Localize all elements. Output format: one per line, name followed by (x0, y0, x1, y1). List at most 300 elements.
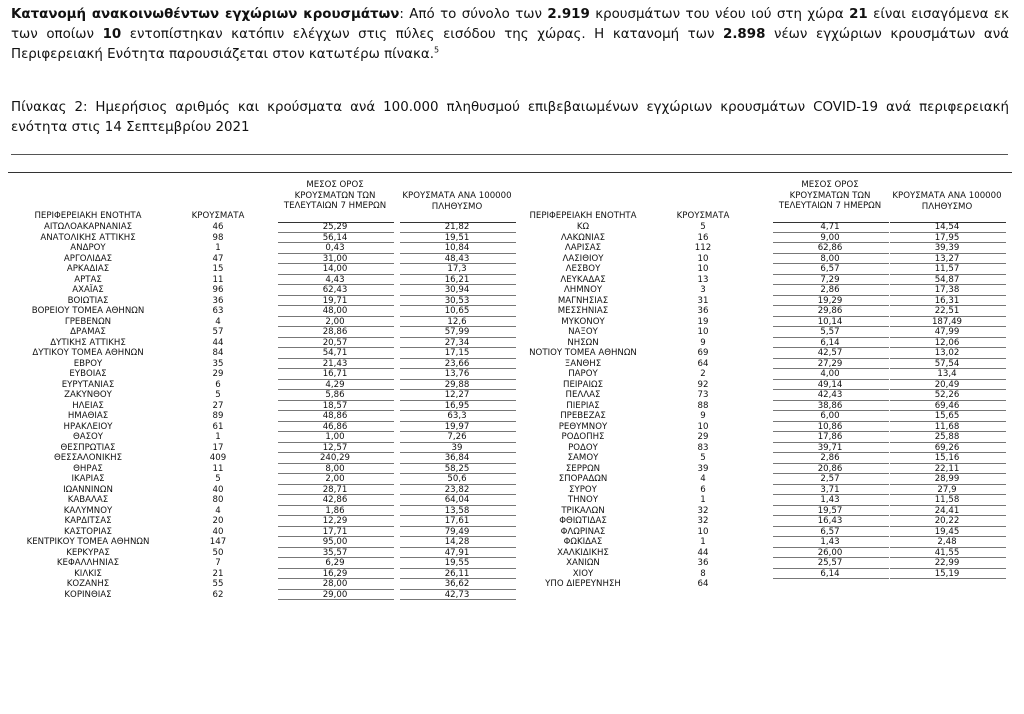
cell-per100k-right: 11,57 (934, 264, 960, 274)
cell-region-left: ΑΙΤΩΛΟΑΚΑΡΝΑΝΙΑΣ (43, 222, 133, 232)
cell-avg7-left: 28,71 (322, 484, 348, 495)
intro-title: Κατανομή ανακοινωθέντων εγχώριων κρουσμάτων (11, 7, 400, 22)
cell-cases-left: 84 (212, 348, 224, 358)
cell-region-right: ΥΠΟ ΔΙΕΡΕΥΝΗΣΗ (545, 579, 621, 589)
cell-per100k-left: 19,55 (444, 558, 470, 568)
cell-avg7-right: 19,57 (817, 505, 843, 516)
cell-region-right: ΡΕΘΥΜΝΟΥ (558, 421, 608, 432)
cell-region-right: ΚΩ (576, 222, 590, 232)
table-row (8, 233, 1012, 244)
cell-region-right: ΜΥΚΟΝΟΥ (561, 316, 605, 327)
cell-per100k-left: 16,21 (444, 274, 470, 285)
cell-avg7-right: 5,57 (820, 327, 840, 337)
cell-cases-right: 32 (697, 505, 709, 516)
table-row (8, 527, 1012, 538)
cell-cases-left: 96 (212, 285, 224, 295)
cell-per100k-right: 69,46 (934, 400, 960, 411)
cell-avg7-left: 20,57 (322, 337, 348, 348)
cell-cases-left: 4 (215, 316, 221, 327)
cell-avg7-left: 2,00 (325, 316, 345, 327)
header-avg7-left-line2: ΚΡΟΥΣΜΑΤΩΝ ΤΩΝ (294, 190, 376, 201)
cell-avg7-left: 56,14 (322, 232, 348, 243)
cell-per100k-left: 63,3 (447, 411, 467, 421)
cell-cases-right: 16 (697, 232, 709, 243)
cell-per100k-right: 22,51 (934, 306, 960, 316)
cell-per100k-right: 17,95 (934, 232, 960, 243)
header-per100k-left (392, 191, 522, 212)
cell-per100k-right: 20,49 (934, 379, 960, 390)
cell-region-right: ΛΕΣΒΟΥ (565, 264, 601, 274)
cell-avg7-left: 46,86 (322, 421, 348, 432)
cell-region-left: ΒΟΙΩΤΙΑΣ (67, 295, 109, 306)
cell-avg7-right: 38,86 (817, 400, 843, 411)
cell-per100k-left: 36,84 (444, 453, 470, 463)
cell-cases-left: 80 (212, 495, 224, 505)
cell-cases-left: 44 (212, 337, 224, 348)
cell-cases-right: 29 (697, 432, 709, 442)
cell-avg7-left: 1,00 (325, 432, 345, 442)
imported-cases-value: 21 (849, 7, 868, 22)
cell-avg7-right: 42,57 (817, 348, 843, 358)
cell-per100k-left: 17,3 (447, 264, 467, 274)
cell-region-left: ΚΑΒΑΛΑΣ (67, 495, 109, 505)
cell-per100k-right: 69,26 (934, 442, 960, 453)
cell-avg7-right: 25,57 (817, 558, 843, 568)
cell-region-right: ΛΑΚΩΝΙΑΣ (560, 232, 606, 243)
cell-region-right: ΦΘΙΩΤΙΔΑΣ (559, 516, 607, 526)
cell-avg7-left: 62,43 (322, 285, 348, 295)
cell-avg7-left: 25,29 (322, 222, 348, 232)
table-row (8, 432, 1012, 443)
cell-region-right: ΝΗΣΩΝ (567, 337, 599, 348)
cell-region-right: ΜΕΣΣΗΝΙΑΣ (557, 306, 609, 316)
section-divider (11, 154, 1008, 155)
cell-cases-left: 57 (212, 327, 224, 337)
header-avg7-left (270, 180, 400, 212)
cell-per100k-right: 54,87 (934, 274, 960, 285)
cell-avg7-left: 28,00 (322, 579, 348, 589)
cell-per100k-left: 21,82 (444, 222, 470, 232)
cell-avg7-left: 12,57 (322, 442, 348, 453)
cell-cases-left: 1 (215, 432, 221, 442)
table-row (8, 275, 1012, 286)
cell-cases-right: 64 (697, 358, 709, 369)
cell-cases-right: 88 (697, 400, 709, 411)
cell-per100k-left: 42,73 (444, 589, 470, 600)
cell-cases-right: 8 (700, 568, 706, 579)
cell-region-left: ΑΧΑΪΑΣ (72, 285, 104, 295)
header-avg7-left-line1: ΜΕΣΟΣ ΟΡΟΣ (306, 180, 364, 190)
cell-per100k-left: 39 (451, 442, 463, 453)
cell-region-left: ΓΡΕΒΕΝΩΝ (64, 316, 112, 327)
cell-per100k-left: 19,97 (444, 421, 470, 432)
cell-region-left: ΑΡΚΑΔΙΑΣ (66, 264, 110, 274)
cell-avg7-right: 9,00 (820, 232, 840, 243)
cell-cases-right: 83 (697, 442, 709, 453)
cell-avg7-left: 21,43 (322, 358, 348, 369)
cell-region-left: ΚΑΛΥΜΝΟΥ (63, 505, 113, 516)
cell-avg7-right: 42,43 (817, 390, 843, 400)
cell-avg7-left: 240,29 (319, 453, 351, 463)
cell-region-right: ΠΑΡΟΥ (568, 369, 598, 379)
cell-avg7-right: 6,57 (820, 264, 840, 274)
cell-cases-right: 112 (694, 243, 712, 253)
cell-cases-left: 5 (215, 390, 221, 400)
cell-region-left: ΕΥΡΥΤΑΝΙΑΣ (61, 379, 115, 390)
cell-cases-left: 1 (215, 243, 221, 253)
cell-cases-left: 5 (215, 474, 221, 484)
cell-per100k-left: 29,88 (444, 379, 470, 390)
table-row (8, 443, 1012, 454)
table-row (8, 285, 1012, 296)
cell-per100k-right: 15,16 (934, 453, 960, 463)
cell-cases-left: 46 (212, 222, 224, 232)
cell-per100k-left: 10,65 (444, 306, 470, 316)
intro-text-3: είναι εισαγόμενα εκ των οποίων (11, 7, 1009, 42)
cell-region-left: ΚΕΦΑΛΛΗΝΙΑΣ (56, 558, 120, 568)
cell-cases-right: 39 (697, 463, 709, 474)
cell-region-right: ΣΑΜΟΥ (567, 453, 599, 463)
cell-cases-left: 15 (212, 264, 224, 274)
cell-per100k-right: 12,06 (934, 337, 960, 348)
table-row (8, 306, 1012, 317)
cell-cases-left: 409 (209, 453, 227, 463)
cell-cases-right: 13 (697, 274, 709, 285)
cell-avg7-right: 27,29 (817, 358, 843, 369)
cell-cases-left: 61 (212, 421, 224, 432)
cell-cases-left: 20 (212, 516, 224, 526)
table-row (8, 579, 1012, 590)
cell-cases-left: 47 (212, 253, 224, 264)
cell-region-left: ΙΚΑΡΙΑΣ (71, 474, 105, 484)
cell-per100k-left: 12,27 (444, 390, 470, 400)
header-per100k-left-line2: ΠΛΗΘΥΣΜΟ (431, 201, 483, 212)
cell-avg7-right: 3,71 (820, 484, 840, 495)
cell-avg7-right: 1,43 (820, 537, 840, 547)
cell-avg7-right: 62,86 (817, 243, 843, 253)
cell-cases-right: 9 (700, 337, 706, 348)
table-row (8, 390, 1012, 401)
cell-cases-right: 10 (697, 526, 709, 537)
cell-cases-right: 1 (700, 537, 706, 547)
table-row (8, 380, 1012, 391)
cell-avg7-right: 2,86 (820, 285, 840, 295)
cell-per100k-left: 50,6 (447, 474, 467, 484)
cell-cases-right: 36 (697, 306, 709, 316)
cell-cases-right: 64 (697, 579, 709, 589)
cell-cases-right: 1 (700, 495, 706, 505)
table-row (8, 495, 1012, 506)
cell-avg7-right: 16,43 (817, 516, 843, 526)
cell-per100k-left: 19,51 (444, 232, 470, 243)
header-avg7-left-line3: ΤΕΛΕΥΤΑΙΩΝ 7 ΗΜΕΡΩΝ (283, 201, 387, 211)
cell-per100k-right: 2,48 (937, 537, 957, 547)
cell-region-right: ΣΥΡΟΥ (569, 484, 597, 495)
header-cases-left: ΚΡΟΥΣΜΑΤΑ (191, 211, 245, 221)
cell-per100k-right: 16,31 (934, 295, 960, 306)
cell-per100k-right: 11,58 (934, 495, 960, 505)
cell-region-left: ΚΕΝΤΡΙΚΟΥ ΤΟΜΕΑ ΑΘΗΝΩΝ (26, 537, 150, 547)
cell-cases-left: 27 (212, 400, 224, 411)
cell-per100k-right: 15,65 (934, 411, 960, 421)
cell-per100k-left: 16,95 (444, 400, 470, 411)
table-row (8, 401, 1012, 412)
table-row (8, 590, 1012, 601)
cell-avg7-right: 6,14 (820, 337, 840, 348)
table-row (8, 422, 1012, 433)
cell-region-left: ΘΑΣΟΥ (72, 432, 104, 442)
cell-per100k-left: 58,25 (444, 463, 470, 474)
cell-per100k-left: 23,82 (444, 484, 470, 495)
cell-per100k-right: 52,26 (934, 390, 960, 400)
cell-cases-right: 19 (697, 316, 709, 327)
cell-cases-left: 36 (212, 295, 224, 306)
cell-cases-right: 9 (700, 411, 706, 421)
cell-per100k-left: 64,04 (444, 495, 470, 505)
cell-avg7-right: 4,00 (820, 369, 840, 379)
header-avg7-right-line2: ΚΡΟΥΣΜΑΤΩΝ ΤΩΝ (789, 190, 871, 201)
cell-region-right: ΛΑΣΙΘΙΟΥ (562, 253, 604, 264)
cell-per100k-left: 30,53 (444, 295, 470, 306)
cell-avg7-right: 29,86 (817, 306, 843, 316)
table-row (8, 464, 1012, 475)
header-per100k-right-line2: ΠΛΗΘΥΣΜΟ (921, 201, 973, 212)
total-cases-value: 2.919 (547, 7, 590, 22)
cell-region-right: ΞΑΝΘΗΣ (564, 358, 602, 369)
cell-avg7-left: 31,00 (322, 253, 348, 264)
table-row (8, 359, 1012, 370)
cell-region-left: ΑΡΤΑΣ (74, 274, 102, 285)
cell-cases-left: 55 (212, 579, 224, 589)
header-per100k-right-line1: ΚΡΟΥΣΜΑΤΑ ΑΝΑ 100000 (892, 191, 1002, 201)
cell-per100k-right: 57,54 (934, 358, 960, 369)
cell-per100k-right: 28,99 (934, 474, 960, 484)
table-top-border (8, 172, 1012, 173)
cell-cases-right: 2 (700, 369, 706, 379)
cell-region-left: ΗΜΑΘΙΑΣ (67, 411, 109, 421)
cell-per100k-left: 13,76 (444, 369, 470, 379)
cell-cases-left: 6 (215, 379, 221, 390)
cell-avg7-right: 20,86 (817, 463, 843, 474)
cell-per100k-right: 19,45 (934, 526, 960, 537)
cell-avg7-right: 6,57 (820, 526, 840, 537)
cell-per100k-right: 15,19 (934, 568, 960, 579)
cell-per100k-left: 10,84 (444, 243, 470, 253)
cell-per100k-left: 57,99 (444, 327, 470, 337)
cell-region-right: ΠΕΙΡΑΙΩΣ (562, 379, 604, 390)
header-avg7-right-line3: ΤΕΛΕΥΤΑΙΩΝ 7 ΗΜΕΡΩΝ (778, 201, 882, 211)
cell-avg7-left: 54,71 (322, 348, 348, 358)
cell-cases-left: 21 (212, 568, 224, 579)
cell-region-left: ΚΙΛΚΙΣ (74, 568, 102, 579)
cell-region-right: ΧΑΝΙΩΝ (566, 558, 600, 568)
cell-per100k-right: 25,88 (934, 432, 960, 442)
cell-avg7-right: 1,43 (820, 495, 840, 505)
cell-per100k-right: 22,11 (934, 463, 960, 474)
cell-per100k-left: 17,61 (444, 516, 470, 526)
cell-avg7-left: 48,00 (322, 306, 348, 316)
cell-avg7-left: 0,43 (325, 243, 345, 253)
table-caption: Πίνακας 2: Ημερήσιος αριθμός και κρούσματα ανά 100.000 πληθυσμού επιβεβαιωμένων εγχώριων κρουσμάτων COVID-19 ανά περιφερειακή ενότητα στις 14 Σεπτεμβρίου 2021 (11, 100, 1009, 135)
cell-region-left: ΕΒΡΟΥ (73, 358, 103, 369)
cell-region-left: ΔΡΑΜΑΣ (70, 327, 106, 337)
cell-region-right: ΤΗΝΟΥ (567, 495, 599, 505)
table-row (8, 327, 1012, 338)
cell-per100k-right: 17,38 (934, 285, 960, 295)
cell-cases-right: 32 (697, 516, 709, 526)
cell-per100k-left: 14,28 (444, 537, 470, 547)
cell-avg7-left: 14,00 (322, 264, 348, 274)
cell-cases-left: 17 (212, 442, 224, 453)
cell-region-left: ΑΡΓΟΛΙΔΑΣ (63, 253, 113, 264)
cell-region-left: ΚΑΣΤΟΡΙΑΣ (64, 526, 112, 537)
cell-avg7-left: 12,29 (322, 516, 348, 526)
cell-region-right: ΠΕΛΛΑΣ (565, 390, 601, 400)
cell-avg7-right: 19,29 (817, 295, 843, 306)
cell-avg7-right: 7,29 (820, 274, 840, 285)
cell-cases-left: 40 (212, 484, 224, 495)
header-per100k-right (882, 191, 1012, 212)
cell-region-left: ΙΩΑΝΝΙΝΩΝ (63, 484, 113, 495)
cell-region-right: ΧΑΛΚΙΔΙΚΗΣ (557, 547, 609, 558)
cell-cases-left: 62 (212, 589, 224, 600)
cell-per100k-left: 26,11 (444, 568, 470, 579)
cell-per100k-left: 17,15 (444, 348, 470, 358)
cell-avg7-left: 4,29 (325, 379, 345, 390)
cell-avg7-left: 4,43 (325, 274, 345, 285)
table-row (8, 453, 1012, 464)
intro-text-2: κρουσμάτων του νέου ιού στη χώρα (589, 7, 850, 22)
cell-avg7-left: 35,57 (322, 547, 348, 558)
cell-region-right: ΜΑΓΝΗΣΙΑΣ (557, 295, 609, 306)
cell-per100k-left: 12,6 (447, 316, 467, 327)
footnote-marker: 5 (433, 45, 440, 55)
cell-region-left: ΔΥΤΙΚΗΣ ΑΤΤΙΚΗΣ (50, 337, 126, 348)
cell-region-left: ΑΝΑΤΟΛΙΚΗΣ ΑΤΤΙΚΗΣ (40, 232, 136, 243)
cell-avg7-right: 17,86 (817, 432, 843, 442)
cell-per100k-right: 20,22 (934, 516, 960, 526)
cell-per100k-right: 187,49 (931, 316, 963, 327)
cell-cases-right: 73 (697, 390, 709, 400)
cell-avg7-left: 95,00 (322, 537, 348, 547)
header-region-left: ΠΕΡΙΦΕΡΕΙΑΚΗ ΕΝΟΤΗΤΑ (34, 211, 142, 221)
cell-region-left: ΒΟΡΕΙΟΥ ΤΟΜΕΑ ΑΘΗΝΩΝ (31, 306, 145, 316)
table-row (8, 222, 1012, 233)
cell-region-left: ΗΛΕΙΑΣ (72, 400, 104, 411)
cell-region-right: ΡΟΔΟΠΗΣ (561, 432, 605, 442)
cell-cases-left: 11 (212, 463, 224, 474)
cell-per100k-right: 22,99 (934, 558, 960, 568)
table-row (8, 569, 1012, 580)
cell-cases-left: 35 (212, 358, 224, 369)
cell-cases-right: 92 (697, 379, 709, 390)
cell-cases-left: 147 (209, 537, 227, 547)
cell-region-right: ΧΙΟΥ (572, 568, 594, 579)
cell-underline (278, 599, 394, 600)
cell-avg7-right: 2,57 (820, 474, 840, 484)
header-cases-right: ΚΡΟΥΣΜΑΤΑ (676, 211, 730, 221)
gate-cases-value: 10 (102, 27, 122, 42)
cell-region-left: ΚΟΡΙΝΘΙΑΣ (64, 589, 112, 600)
cell-cases-left: 50 (212, 547, 224, 558)
cell-avg7-right: 2,86 (820, 453, 840, 463)
table-row (8, 338, 1012, 349)
intro-text-4: εντοπίστηκαν κατόπιν ελέγχων στις πύλες εισόδου της χώρας. Η κατανομή των (121, 27, 724, 42)
cell-region-right: ΝΟΤΙΟΥ ΤΟΜΕΑ ΑΘΗΝΩΝ (529, 348, 637, 358)
table-row (8, 348, 1012, 359)
cell-cases-right: 6 (700, 484, 706, 495)
table-row (8, 548, 1012, 559)
table-row (8, 254, 1012, 265)
cell-cases-right: 4 (700, 474, 706, 484)
cell-region-right: ΣΠΟΡΑΔΩΝ (558, 474, 608, 484)
cell-region-right: ΛΗΜΝΟΥ (563, 285, 603, 295)
cell-region-right: ΣΕΡΡΩΝ (565, 463, 601, 474)
cell-cases-left: 89 (212, 411, 224, 421)
cell-cases-right: 5 (700, 453, 706, 463)
cell-region-left: ΗΡΑΚΛΕΙΟΥ (63, 421, 113, 432)
table-row (8, 317, 1012, 328)
cell-avg7-left: 16,29 (322, 568, 348, 579)
cell-cases-right: 10 (697, 264, 709, 274)
cell-region-right: ΠΡΕΒΕΖΑΣ (560, 411, 606, 421)
cell-per100k-right: 24,41 (934, 505, 960, 516)
cell-per100k-left: 47,91 (444, 547, 470, 558)
table-row (8, 516, 1012, 527)
cell-region-right: ΠΙΕΡΙΑΣ (566, 400, 600, 411)
cell-region-left: ΘΕΣΠΡΩΤΙΑΣ (60, 442, 116, 453)
cell-avg7-left: 6,29 (325, 558, 345, 568)
intro-text-5: νέων εγχώριων κρουσμάτων ανά Περιφερειακή Ενότητα παρουσιάζεται στον κατωτέρω πίνακα. (11, 27, 1009, 62)
cell-cases-left: 29 (212, 369, 224, 379)
cell-per100k-left: 27,34 (444, 337, 470, 348)
cell-cases-left: 63 (212, 306, 224, 316)
cell-avg7-right: 49,14 (817, 379, 843, 390)
cell-avg7-left: 18,57 (322, 400, 348, 411)
cell-region-left: ΘΗΡΑΣ (73, 463, 103, 474)
table-row (8, 537, 1012, 548)
cell-per100k-left: 36,62 (444, 579, 470, 589)
table-row (8, 485, 1012, 496)
cell-avg7-left: 2,00 (325, 474, 345, 484)
cell-per100k-left: 23,66 (444, 358, 470, 369)
cell-cases-right: 3 (700, 285, 706, 295)
cell-region-left: ΚΟΖΑΝΗΣ (66, 579, 110, 589)
table-row (8, 264, 1012, 275)
cell-cases-left: 40 (212, 526, 224, 537)
header-avg7-right-line1: ΜΕΣΟΣ ΟΡΟΣ (801, 180, 859, 190)
cell-cases-right: 31 (697, 295, 709, 306)
cell-per100k-right: 39,39 (934, 243, 960, 253)
cell-per100k-right: 47,99 (934, 327, 960, 337)
cell-region-right: ΦΛΩΡΙΝΑΣ (560, 526, 606, 537)
cell-per100k-right: 13,02 (934, 348, 960, 358)
cell-per100k-right: 41,55 (934, 547, 960, 558)
cell-region-left: ΔΥΤΙΚΟΥ ΤΟΜΕΑ ΑΘΗΝΩΝ (32, 348, 144, 358)
cell-per100k-right: 11,68 (934, 421, 960, 432)
table-row (8, 474, 1012, 485)
cell-region-right: ΤΡΙΚΑΛΩΝ (561, 505, 605, 516)
cell-per100k-left: 7,26 (447, 432, 467, 442)
cell-avg7-right: 6,00 (820, 411, 840, 421)
cell-underline (400, 599, 516, 600)
header-per100k-left-line1: ΚΡΟΥΣΜΑΤΑ ΑΝΑ 100000 (402, 191, 512, 201)
cell-avg7-right: 8,00 (820, 253, 840, 264)
cell-per100k-left: 79,49 (444, 526, 470, 537)
cell-cases-right: 10 (697, 421, 709, 432)
intro-text-1: : Από το σύνολο των (399, 7, 548, 22)
cell-avg7-left: 19,71 (322, 295, 348, 306)
